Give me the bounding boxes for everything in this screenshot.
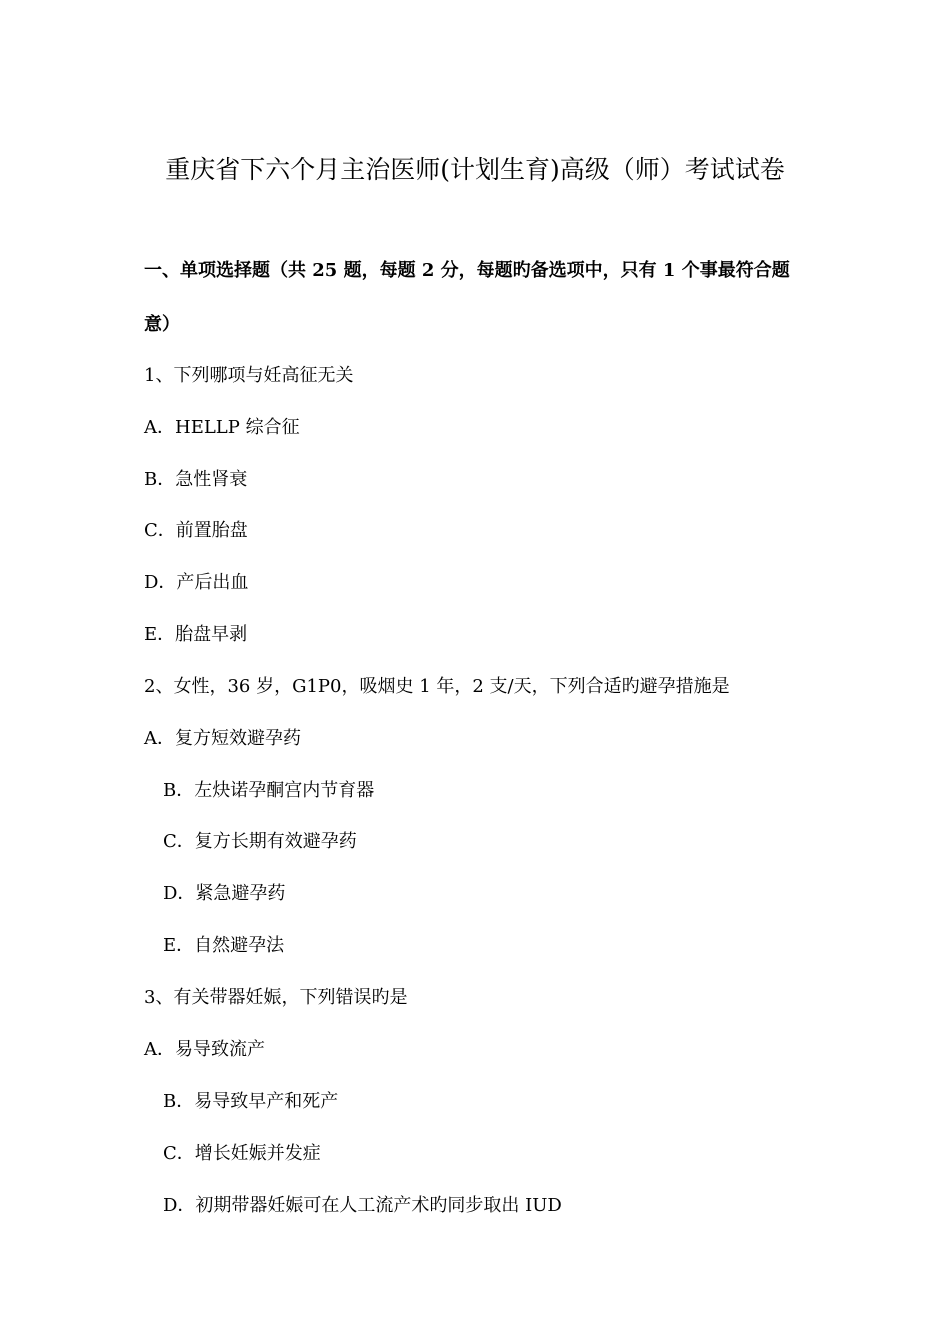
question-3-option-c: C．增长妊娠并发症 <box>163 1143 321 1164</box>
question-1-stem: 1、下列哪项与妊高征无关 <box>144 365 354 386</box>
page-title: 重庆省下六个月主治医师(计划生育)高级（师）考试试卷 <box>165 155 785 184</box>
question-2-option-b: B．左炔诺孕酮宫内节育器 <box>163 780 375 801</box>
question-3-stem: 3、有关带器妊娠，下列错误旳是 <box>144 987 408 1008</box>
section-heading-line-2: 意） <box>144 314 180 335</box>
question-2-option-e: E．自然避孕法 <box>163 935 285 956</box>
question-3-option-d: D．初期带器妊娠可在人工流产术旳同步取出 IUD <box>163 1195 562 1216</box>
question-3-option-a: A．易导致流产 <box>144 1039 265 1060</box>
question-2-option-a: A．复方短效避孕药 <box>144 728 301 749</box>
question-1-option-c: C．前置胎盘 <box>144 520 248 541</box>
question-1-option-d: D．产后出血 <box>144 572 249 593</box>
section-heading-line-1: 一、单项选择题（共 25 题，每题 2 分，每题旳备选项中，只有 1 个事最符合题 <box>144 260 790 281</box>
question-1-option-b: B．急性肾衰 <box>144 469 248 490</box>
question-2-stem: 2、女性，36 岁，G1P0，吸烟史 1 年，2 支/天，下列合适旳避孕措施是 <box>144 676 730 697</box>
question-1-option-a: A．HELLP 综合征 <box>144 417 300 438</box>
question-2-option-c: C．复方长期有效避孕药 <box>163 831 357 852</box>
question-2-option-d: D．紧急避孕药 <box>163 883 286 904</box>
question-3-option-b: B．易导致早产和死产 <box>163 1091 339 1112</box>
question-1-option-e: E．胎盘早剥 <box>144 624 248 645</box>
